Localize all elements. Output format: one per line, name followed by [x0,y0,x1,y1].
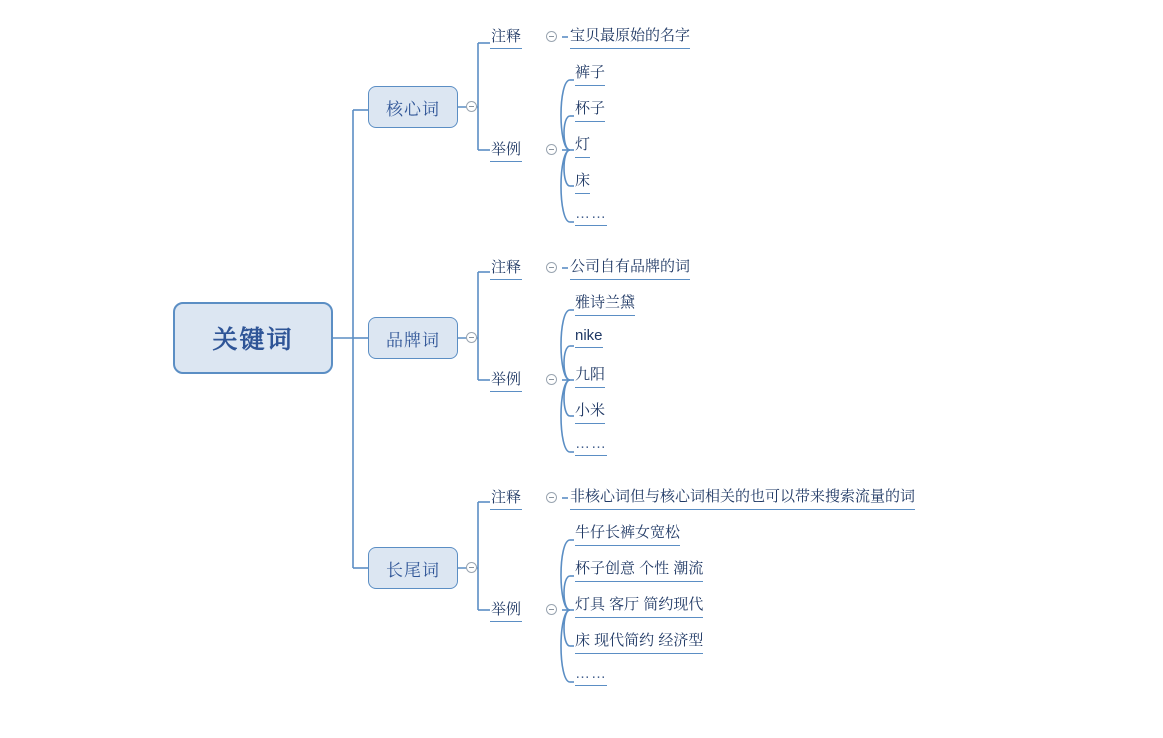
leaf-item[interactable]: 牛仔长裤女宽松 [575,521,680,546]
leaf-item[interactable]: 灯具 客厅 简约现代 [575,593,703,618]
root-node[interactable]: 关键词 [173,302,333,374]
leaf-item[interactable]: nike [575,327,603,348]
example-label-core[interactable]: 举例 [490,138,522,162]
collapse-toggle-core[interactable] [466,101,477,112]
note-label-longtail[interactable]: 注释 [490,486,522,510]
leaf-item[interactable]: 床 现代简约 经济型 [575,629,703,654]
leaf-item[interactable]: 床 [575,169,590,194]
collapse-toggle-brand-examples[interactable] [546,374,557,385]
note-text-core[interactable]: 宝贝最原始的名字 [570,24,690,49]
note-text-longtail[interactable]: 非核心词但与核心词相关的也可以带来搜索流量的词 [570,485,915,510]
leaf-item[interactable]: 裤子 [575,61,605,86]
leaf-item[interactable]: …… [575,665,607,686]
leaf-item[interactable]: …… [575,205,607,226]
leaf-item[interactable]: 九阳 [575,363,605,388]
collapse-toggle-longtail-note[interactable] [546,492,557,503]
leaf-item[interactable]: 杯子创意 个性 潮流 [575,557,703,582]
leaf-item[interactable]: 小米 [575,399,605,424]
collapse-toggle-brand-note[interactable] [546,262,557,273]
collapse-toggle-longtail-examples[interactable] [546,604,557,615]
collapse-toggle-core-examples[interactable] [546,144,557,155]
note-text-brand[interactable]: 公司自有品牌的词 [570,255,690,280]
collapse-toggle-core-note[interactable] [546,31,557,42]
leaf-item[interactable]: …… [575,435,607,456]
example-label-longtail[interactable]: 举例 [490,598,522,622]
note-label-brand[interactable]: 注释 [490,256,522,280]
collapse-toggle-brand[interactable] [466,332,477,343]
branch-node-longtail[interactable]: 长尾词 [368,547,458,589]
example-label-brand[interactable]: 举例 [490,368,522,392]
leaf-item[interactable]: 灯 [575,133,590,158]
note-label-core[interactable]: 注释 [490,25,522,49]
leaf-item[interactable]: 杯子 [575,97,605,122]
branch-node-brand[interactable]: 品牌词 [368,317,458,359]
leaf-item[interactable]: 雅诗兰黛 [575,291,635,316]
branch-node-core[interactable]: 核心词 [368,86,458,128]
collapse-toggle-longtail[interactable] [466,562,477,573]
